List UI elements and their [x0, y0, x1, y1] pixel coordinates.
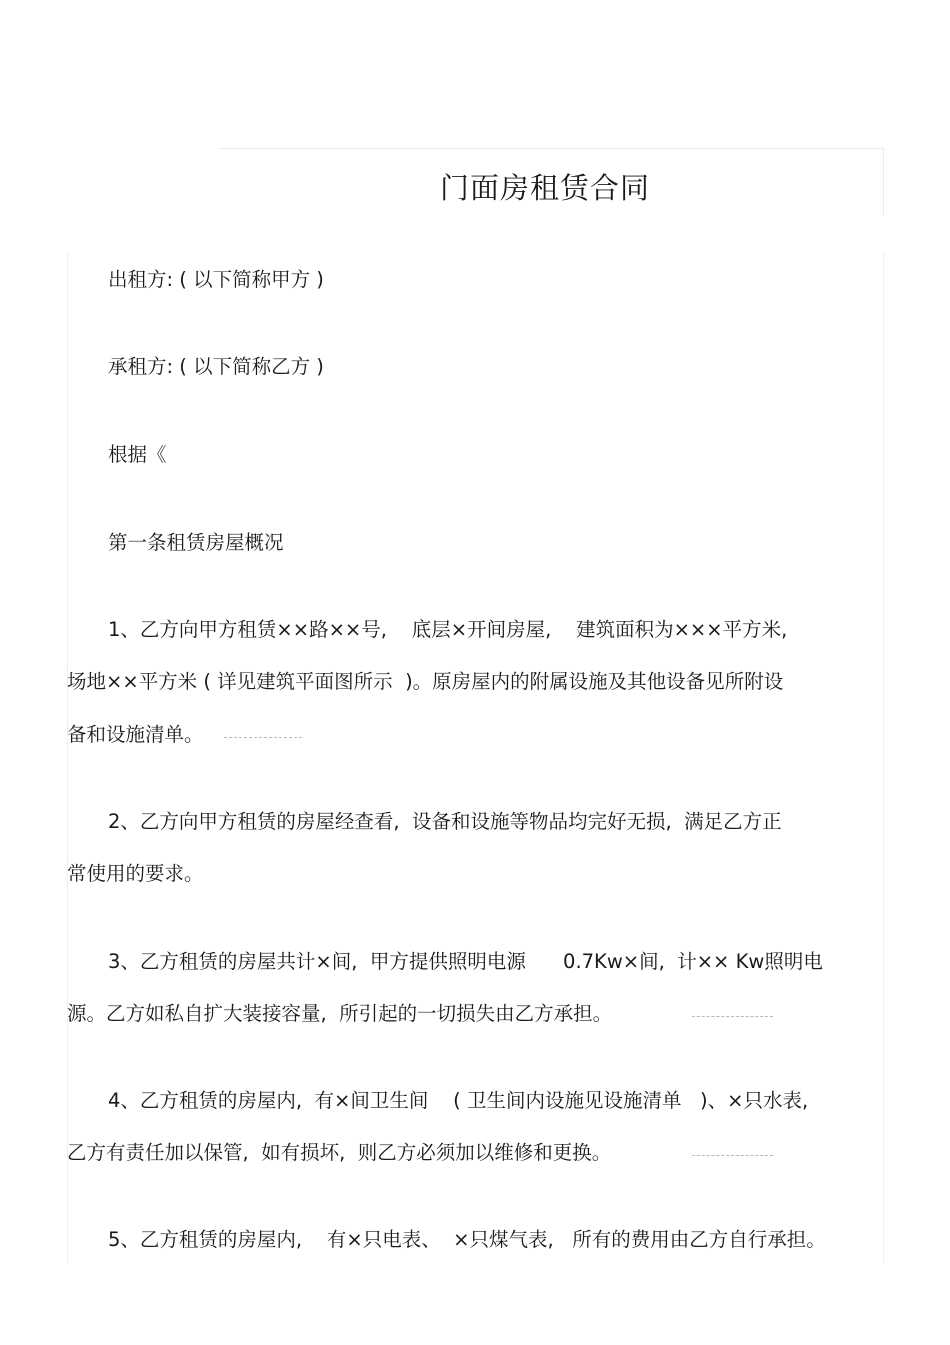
basis-line: 根据《 — [108, 443, 167, 466]
clause-3-line-1: 3、乙方租赁的房屋共计×间, 甲方提供照明电源 0.7Kw×间, 计×× Kw照明电 — [108, 950, 823, 973]
clause-1-line-2: 场地××平方米 ( 详见建筑平面图所示 )。原房屋内的附属设施及其他设备见所附设 — [67, 670, 784, 693]
page-left-rule — [67, 253, 68, 1263]
lessee-line: 承租方: ( 以下简称乙方 ) — [108, 355, 324, 378]
article-one-heading: 第一条租赁房屋概况 — [108, 531, 284, 554]
fill-in-blank — [224, 737, 302, 738]
page-right-rule — [883, 253, 884, 1263]
clause-1-line-3: 备和设施清单。 — [67, 723, 204, 746]
clause-2-line-2: 常使用的要求。 — [67, 862, 204, 885]
clause-1-line-1: 1、乙方向甲方租赁××路××号, 底层×开间房屋, 建筑面积为×××平方米, — [108, 618, 788, 641]
clause-3-line-2: 源。乙方如私自扩大装接容量, 所引起的一切损失由乙方承担。 — [67, 1002, 613, 1025]
clause-4-line-1: 4、乙方租赁的房屋内, 有×间卫生间 ( 卫生间内设施见设施清单 )、×只水表, — [108, 1089, 809, 1112]
clause-4-line-2: 乙方有责任加以保管, 如有损坏, 则乙方必须加以维修和更换。 — [67, 1141, 612, 1164]
lessor-line: 出租方: ( 以下简称甲方 ) — [108, 268, 324, 291]
fill-in-blank — [692, 1155, 773, 1156]
document-title: 门面房租赁合同 — [439, 171, 650, 205]
header-rule — [219, 148, 884, 149]
clause-2-line-1: 2、乙方向甲方租赁的房屋经查看, 设备和设施等物品均完好无损, 满足乙方正 — [108, 810, 782, 833]
fill-in-blank — [692, 1016, 773, 1017]
clause-5-line-1: 5、乙方租赁的房屋内, 有×只电表、 ×只煤气表, 所有的费用由乙方自行承担。 — [108, 1228, 826, 1251]
